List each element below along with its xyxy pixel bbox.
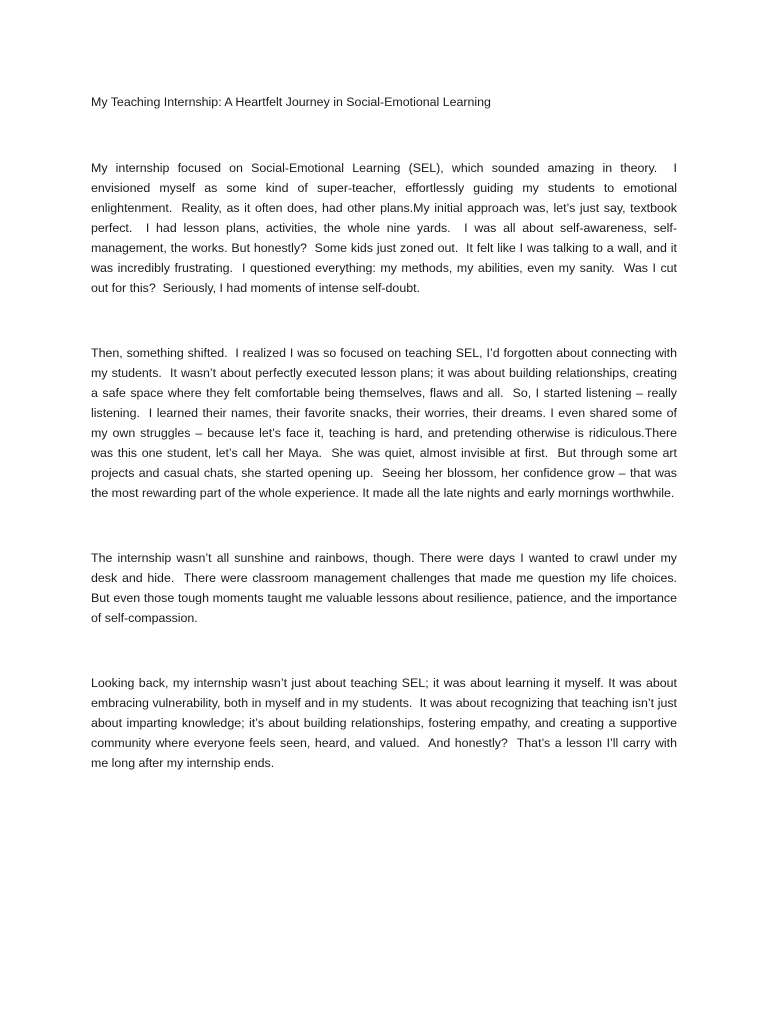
paragraph-1: My internship focused on Social-Emotional Learning (SEL), which sounded amazing in theory. I envisioned myself as some kind of super-teacher, effortlessly guiding my students to emotional enlightenment. Reality, as it often does, had other plans.My initial approach was, let’s just say, textbook perfect. I had lesson plans, activities, the whole nine yards. I was all about self-awareness, self-management, the works. But honestly? Some kids just zoned out. It felt like I was talking to a wall, and it was incredibly frustrating. I questioned everything: my methods, my abilities, even my sanity. Was I cut out for this? Seriously, I had moments of intense self-doubt. — [91, 161, 681, 295]
paragraph-3: The internship wasn’t all sunshine and rainbows, though. There were days I wanted to crawl under my desk and hide. There were classroom management challenges that made me question my life choices. But even those tough moments taught me valuable lessons about resilience, patience, and the importance of self-compassion. — [91, 551, 684, 625]
document-title: My Teaching Internship: A Heartfelt Journey in Social-Emotional Learning — [91, 95, 491, 109]
document-body — [91, 92, 684, 773]
paragraph-2: Then, something shifted. I realized I was so focused on teaching SEL, I’d forgotten about connecting with my students. It wasn’t about perfectly executed lesson plans; it was about building relationships, creating a safe space where they felt comfortable being themselves, flaws and all. So, I started listening – really listening. I learned their names, their favorite snacks, their worries, their dreams. I even shared some of my own struggles – because let’s face it, teaching is hard, and pretending otherwise is ridiculous.There was this one student, let’s call her Maya. She was quiet, almost invisible at first. But through some art projects and casual chats, she started opening up. Seeing her blossom, her confidence grow – that was the most rewarding part of the whole experience. It made all the late nights and early mornings worthwhile. — [91, 346, 681, 500]
paragraph-4: Looking back, my internship wasn’t just about teaching SEL; it was about learning it myself. It was about embracing vulnerability, both in myself and in my students. It was about recognizing that teaching isn’t just about imparting knowledge; it’s about building relationships, fostering empathy, and creating a supportive community where everyone feels seen, heard, and valued. And honestly? That’s a lesson I’ll carry with me long after my internship ends. — [91, 676, 681, 770]
